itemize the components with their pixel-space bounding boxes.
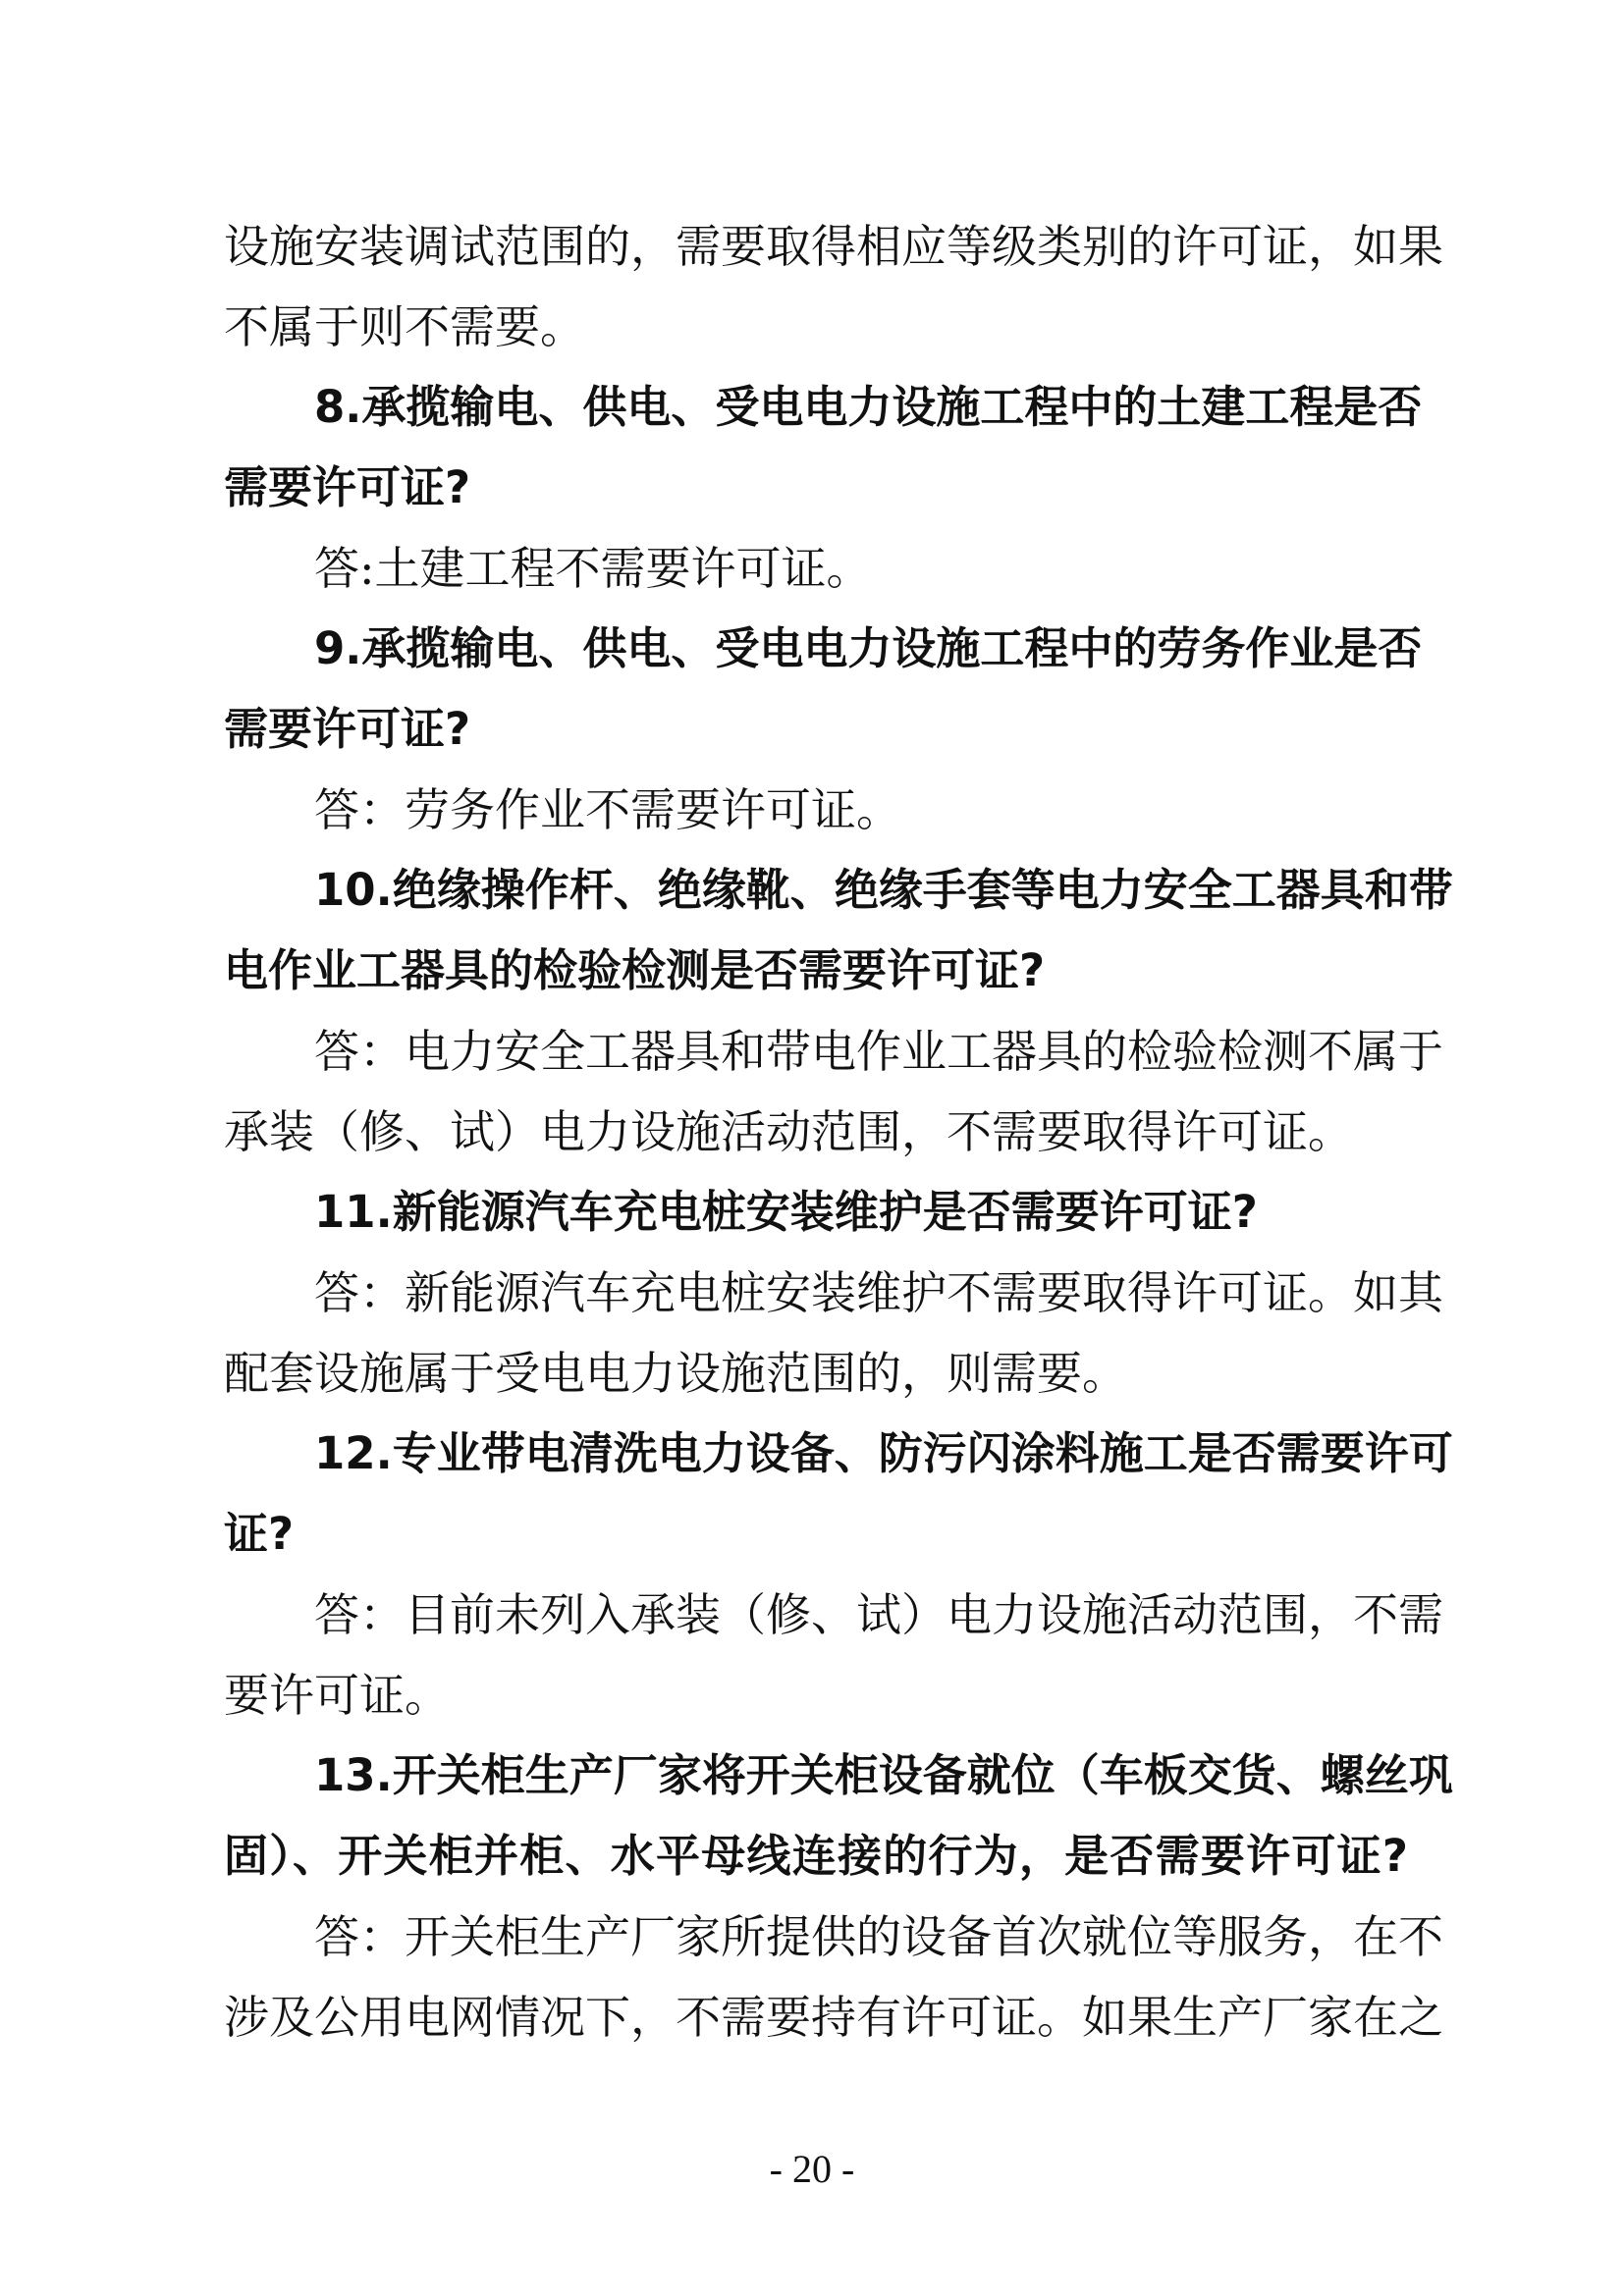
question-line: 9.承揽输电、供电、受电电力设施工程中的劳务作业是否 (314, 622, 1423, 674)
question-line: 12.专业带电清洗电力设备、防污闪涂料施工是否需要许可 (314, 1427, 1453, 1479)
text-line: 答：电力安全工器具和带电作业工器具的检验检测不属于 (314, 1025, 1443, 1078)
question-line: 固）、开关柜并柜、水平母线连接的行为，是否需要许可证? (224, 1830, 1408, 1882)
question-line: 需要许可证? (224, 461, 471, 513)
text-line: 设施安装调试范围的，需要取得相应等级类别的许可证，如果 (224, 220, 1443, 273)
question-line: 13.开关柜生产厂家将开关柜设备就位（车板交货、螺丝巩 (314, 1749, 1453, 1801)
text-line: 配套设施属于受电电力设施范围的，则需要。 (224, 1347, 1127, 1400)
question-line: 10.绝缘操作杆、绝缘靴、绝缘手套等电力安全工器具和带 (314, 864, 1453, 916)
text-line: 涉及公用电网情况下，不需要持有许可证。如果生产厂家在之 (224, 1991, 1443, 2044)
question-line: 电作业工器具的检验检测是否需要许可证? (224, 944, 1046, 996)
text-line: 答：新能源汽车充电桩安装维护不需要取得许可证。如其 (314, 1266, 1443, 1319)
text-line: 答:土建工程不需要许可证。 (314, 542, 872, 595)
question-line: 8.承揽输电、供电、受电电力设施工程中的土建工程是否 (314, 381, 1423, 433)
question-line: 证? (224, 1508, 295, 1560)
text-line: 答：目前未列入承装（修、试）电力设施活动范围，不需 (314, 1588, 1443, 1641)
question-line: 11.新能源汽车充电桩安装维护是否需要许可证? (314, 1186, 1258, 1238)
document-body (224, 206, 1453, 2057)
text-line: 答：劳务作业不需要许可证。 (314, 783, 901, 836)
text-line: 不属于则不需要。 (224, 300, 585, 353)
question-line: 需要许可证? (224, 703, 471, 755)
text-line: 承装（修、试）电力设施活动范围，不需要取得许可证。 (224, 1105, 1353, 1158)
page-number: - 20 - (769, 2147, 855, 2191)
text-line: 要许可证。 (224, 1669, 450, 1722)
text-line: 答：开关柜生产厂家所提供的设备首次就位等服务，在不 (314, 1910, 1443, 1963)
